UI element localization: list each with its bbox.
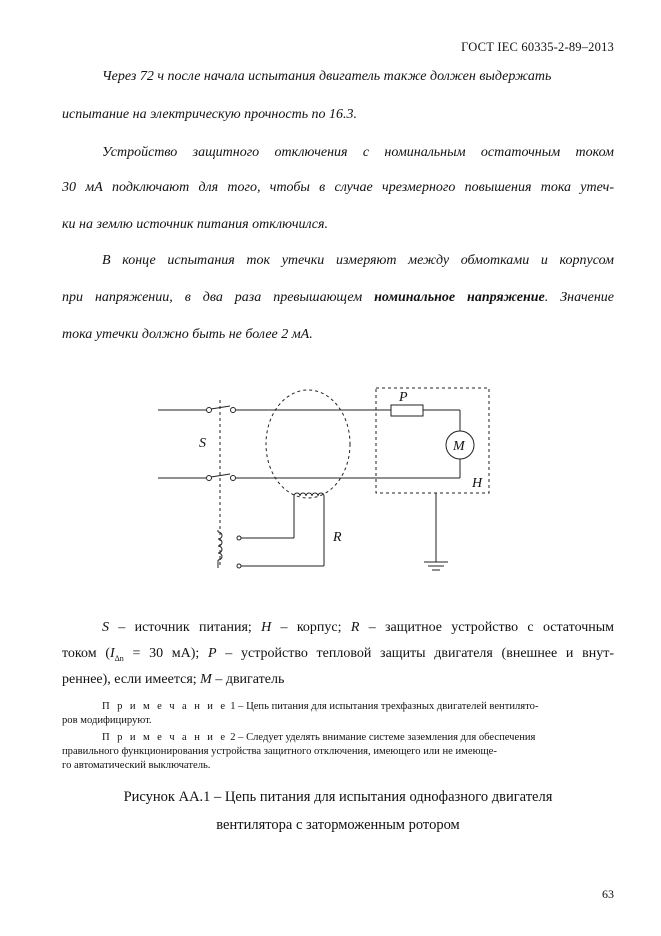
symbol: S [102, 620, 109, 635]
legend-line [62, 646, 614, 663]
text-run: – двигатель [211, 672, 285, 687]
switch-contact [207, 408, 212, 413]
text-run: током ( [62, 646, 110, 661]
note-line: правильного функционирования устройства защитного отключения, имеющего или не имеюще- [62, 746, 497, 757]
terminal [237, 536, 241, 540]
page-number: 63 [602, 887, 614, 901]
note-label: П р и м е ч а н и е [102, 732, 228, 743]
symbol: I [109, 646, 115, 661]
symbol: R [350, 620, 360, 635]
legend-line [102, 620, 614, 636]
paragraph-line [62, 290, 614, 306]
note-line [102, 700, 614, 714]
paragraph-line: Через 72 ч после начала испытания двигатель также должен выдержать [102, 69, 552, 84]
text-run: – Цепь питания для испытания трехфазных двигателей вентилято- [235, 701, 539, 712]
subscript: Δn [114, 653, 124, 663]
text-run: = 30 мА); [123, 646, 209, 661]
text-run: реннее), если имеется; [62, 672, 201, 687]
switch-contact [231, 408, 236, 413]
terminal [237, 564, 241, 568]
paragraph-line: В конце испытания ток утечки измеряют между обмотками и корпусом [102, 253, 614, 268]
paragraph-line: испытание на электрическую прочность по 16.3. [62, 107, 358, 122]
paragraph-line: ки на землю источник питания отключился. [62, 217, 329, 232]
legend-line [62, 672, 614, 688]
note-line: ров модифицируют. [62, 715, 152, 726]
current-transformer-core [266, 390, 350, 498]
label-P: P [399, 390, 408, 405]
thermal-protector-P [391, 405, 423, 416]
note-number: 2 [230, 732, 236, 743]
text-run: – устройство тепловой защиты двигателя (внешнее и внут- [216, 646, 615, 661]
circuit-diagram [150, 380, 500, 580]
symbol: H [261, 620, 272, 635]
secondary-winding [294, 493, 324, 496]
note-line [102, 731, 614, 745]
text-run: – источник питания; [109, 620, 262, 635]
label-M: M [453, 439, 465, 454]
note-label: П р и м е ч а н и е [102, 701, 228, 712]
note-number: 1 [230, 701, 236, 712]
text-run: . Значение [544, 290, 614, 305]
document-header: ГОСТ IEC 60335-2-89–2013 [461, 40, 614, 54]
switch-contact [207, 476, 212, 481]
switch-contact [231, 476, 236, 481]
label-H: H [472, 476, 483, 491]
label-S: S [199, 436, 206, 451]
paragraph-line: 30 мА подключают для того, чтобы в случае чрезмерного повышения тока утеч- [62, 180, 614, 195]
text-run: при напряжении, в два раза превышающем [62, 290, 375, 305]
trip-coil [218, 532, 222, 560]
label-R: R [333, 530, 342, 545]
text-run: – корпус; [271, 620, 351, 635]
text-run: – защитное устройство с остаточным [359, 620, 615, 635]
symbol: M [200, 672, 212, 687]
figure-caption: Рисунок АА.1 – Цепь питания для испытания однофазного двигателя [123, 789, 553, 805]
figure-caption: вентилятора с заторможенным ротором [216, 817, 460, 833]
paragraph-line: Устройство защитного отключения с номинальным остаточным током [102, 145, 614, 160]
defined-term: номинальное напряжение [374, 290, 545, 305]
text-run: – Следует уделять внимание системе заземления для обеспечения [235, 732, 536, 743]
note-line: го автоматический выключатель. [62, 760, 211, 771]
paragraph-line: тока утечки должно быть не более 2 мА. [62, 327, 313, 342]
symbol: P [208, 646, 217, 661]
